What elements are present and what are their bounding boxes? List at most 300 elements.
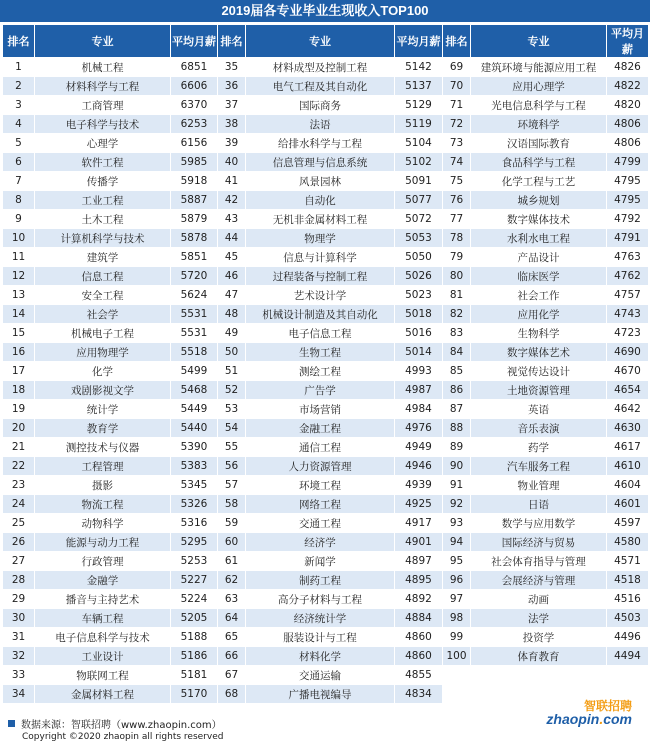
salary-cell: 4763 — [607, 248, 649, 267]
table-row — [3, 552, 649, 571]
table-row — [3, 267, 649, 286]
rank-cell: 78 — [443, 229, 471, 248]
major-cell: 会展经济与管理 — [471, 571, 607, 590]
major-cell: 生物科学 — [471, 324, 607, 343]
salary-cell: 4946 — [395, 457, 443, 476]
salary-cell: 5170 — [171, 685, 218, 704]
major-cell: 城乡规划 — [471, 191, 607, 210]
salary-cell: 4503 — [607, 609, 649, 628]
rank-cell: 9 — [3, 210, 35, 229]
rank-cell: 80 — [443, 267, 471, 286]
rank-cell: 34 — [3, 685, 35, 704]
rank-cell: 17 — [3, 362, 35, 381]
major-cell: 经济学 — [246, 533, 395, 552]
major-cell: 信息与计算科学 — [246, 248, 395, 267]
salary-cell: 4897 — [395, 552, 443, 571]
major-cell: 数学与应用数学 — [471, 514, 607, 533]
salary-cell: 4723 — [607, 324, 649, 343]
rank-cell: 69 — [443, 58, 471, 77]
header-major: 专业 — [246, 25, 395, 58]
rank-cell: 74 — [443, 153, 471, 172]
major-cell: 应用物理学 — [35, 343, 171, 362]
salary-cell: 4834 — [395, 685, 443, 704]
rank-cell: 70 — [443, 77, 471, 96]
major-cell: 社会学 — [35, 305, 171, 324]
salary-cell: 5091 — [395, 172, 443, 191]
data-source-text: 数据来源：智联招聘（www.zhaopin.com） — [21, 720, 222, 731]
salary-cell: 5878 — [171, 229, 218, 248]
salary-cell: 5720 — [171, 267, 218, 286]
major-cell: 行政管理 — [35, 552, 171, 571]
major-cell: 安全工程 — [35, 286, 171, 305]
rank-cell: 58 — [218, 495, 246, 514]
major-cell: 无机非金属材料工程 — [246, 210, 395, 229]
salary-cell: 4617 — [607, 438, 649, 457]
major-cell: 广告学 — [246, 381, 395, 400]
major-cell: 数字媒体艺术 — [471, 343, 607, 362]
table-row — [3, 533, 649, 552]
salary-cell: 4993 — [395, 362, 443, 381]
empty-cell — [443, 685, 471, 704]
rank-cell: 68 — [218, 685, 246, 704]
major-cell: 电子信息科学与技术 — [35, 628, 171, 647]
salary-cell: 5390 — [171, 438, 218, 457]
rank-cell: 88 — [443, 419, 471, 438]
header-salary: 平均月薪 — [171, 25, 218, 58]
salary-cell: 4518 — [607, 571, 649, 590]
copyright: Copyright ©2020 zhaopin all rights reserved — [22, 732, 224, 742]
salary-cell: 5102 — [395, 153, 443, 172]
salary-table — [2, 24, 649, 704]
table-row — [3, 419, 649, 438]
salary-cell: 4762 — [607, 267, 649, 286]
major-cell: 过程装备与控制工程 — [246, 267, 395, 286]
salary-cell: 6606 — [171, 77, 218, 96]
rank-cell: 84 — [443, 343, 471, 362]
major-cell: 材料科学与工程 — [35, 77, 171, 96]
salary-cell: 4826 — [607, 58, 649, 77]
rank-cell: 15 — [3, 324, 35, 343]
salary-cell: 5468 — [171, 381, 218, 400]
rank-cell: 99 — [443, 628, 471, 647]
logo-en-tld: com — [603, 711, 632, 727]
rank-cell: 25 — [3, 514, 35, 533]
rank-cell: 29 — [3, 590, 35, 609]
salary-cell: 4690 — [607, 343, 649, 362]
salary-cell: 4654 — [607, 381, 649, 400]
salary-cell: 5531 — [171, 324, 218, 343]
empty-cell — [607, 666, 649, 685]
rank-cell: 53 — [218, 400, 246, 419]
major-cell: 视觉传达设计 — [471, 362, 607, 381]
salary-cell: 4799 — [607, 153, 649, 172]
rank-cell: 37 — [218, 96, 246, 115]
rank-cell: 98 — [443, 609, 471, 628]
rank-cell: 21 — [3, 438, 35, 457]
major-cell: 物理学 — [246, 229, 395, 248]
salary-cell: 4822 — [607, 77, 649, 96]
empty-cell — [443, 666, 471, 685]
rank-cell: 66 — [218, 647, 246, 666]
salary-cell: 5053 — [395, 229, 443, 248]
salary-cell: 4806 — [607, 134, 649, 153]
rank-cell: 87 — [443, 400, 471, 419]
header-major: 专业 — [471, 25, 607, 58]
salary-cell: 4901 — [395, 533, 443, 552]
major-cell: 工程管理 — [35, 457, 171, 476]
salary-cell: 4610 — [607, 457, 649, 476]
rank-cell: 39 — [218, 134, 246, 153]
rank-cell: 59 — [218, 514, 246, 533]
major-cell: 给排水科学与工程 — [246, 134, 395, 153]
major-cell: 国际商务 — [246, 96, 395, 115]
salary-cell: 4743 — [607, 305, 649, 324]
rank-cell: 22 — [3, 457, 35, 476]
salary-cell: 5345 — [171, 476, 218, 495]
salary-cell: 4795 — [607, 191, 649, 210]
rank-cell: 92 — [443, 495, 471, 514]
salary-cell: 5072 — [395, 210, 443, 229]
major-cell: 体育教育 — [471, 647, 607, 666]
major-cell: 物业管理 — [471, 476, 607, 495]
table-row — [3, 609, 649, 628]
major-cell: 戏剧影视文学 — [35, 381, 171, 400]
table-row — [3, 400, 649, 419]
logo-en-dot: . — [599, 711, 604, 727]
salary-cell: 5253 — [171, 552, 218, 571]
major-cell: 服装设计与工程 — [246, 628, 395, 647]
salary-cell: 6253 — [171, 115, 218, 134]
major-cell: 市场营销 — [246, 400, 395, 419]
major-cell: 网络工程 — [246, 495, 395, 514]
salary-cell: 5227 — [171, 571, 218, 590]
rank-cell: 52 — [218, 381, 246, 400]
rank-cell: 44 — [218, 229, 246, 248]
rank-cell: 26 — [3, 533, 35, 552]
rank-cell: 72 — [443, 115, 471, 134]
major-cell: 机械电子工程 — [35, 324, 171, 343]
salary-cell: 5050 — [395, 248, 443, 267]
salary-cell: 4630 — [607, 419, 649, 438]
empty-cell — [471, 666, 607, 685]
salary-cell: 4791 — [607, 229, 649, 248]
table-row — [3, 571, 649, 590]
rank-cell: 81 — [443, 286, 471, 305]
rank-cell: 48 — [218, 305, 246, 324]
salary-cell: 4604 — [607, 476, 649, 495]
major-cell: 教育学 — [35, 419, 171, 438]
salary-cell: 4496 — [607, 628, 649, 647]
table-row — [3, 172, 649, 191]
major-cell: 工业工程 — [35, 191, 171, 210]
major-cell: 测控技术与仪器 — [35, 438, 171, 457]
major-cell: 国际经济与贸易 — [471, 533, 607, 552]
rank-cell: 57 — [218, 476, 246, 495]
rank-cell: 60 — [218, 533, 246, 552]
rank-cell: 28 — [3, 571, 35, 590]
salary-cell: 5316 — [171, 514, 218, 533]
salary-cell: 5205 — [171, 609, 218, 628]
rank-cell: 33 — [3, 666, 35, 685]
salary-cell: 4516 — [607, 590, 649, 609]
salary-cell: 5181 — [171, 666, 218, 685]
major-cell: 信息管理与信息系统 — [246, 153, 395, 172]
table-row — [3, 58, 649, 77]
logo-en — [546, 711, 632, 727]
major-cell: 生物工程 — [246, 343, 395, 362]
salary-cell: 5026 — [395, 267, 443, 286]
salary-cell: 4494 — [607, 647, 649, 666]
salary-cell: 4670 — [607, 362, 649, 381]
header-major: 专业 — [35, 25, 171, 58]
major-cell: 土地资源管理 — [471, 381, 607, 400]
rank-cell: 32 — [3, 647, 35, 666]
rank-cell: 65 — [218, 628, 246, 647]
salary-cell: 4917 — [395, 514, 443, 533]
table-row — [3, 590, 649, 609]
major-cell: 工商管理 — [35, 96, 171, 115]
rank-cell: 35 — [218, 58, 246, 77]
header-row — [3, 25, 649, 58]
salary-cell: 5104 — [395, 134, 443, 153]
logo-cn: 智联招聘 — [583, 699, 632, 713]
major-cell: 光电信息科学与工程 — [471, 96, 607, 115]
major-cell: 交通运输 — [246, 666, 395, 685]
rank-cell: 71 — [443, 96, 471, 115]
rank-cell: 94 — [443, 533, 471, 552]
major-cell: 产品设计 — [471, 248, 607, 267]
logo-en-main: zhaopin — [546, 711, 600, 727]
salary-cell: 5624 — [171, 286, 218, 305]
major-cell: 自动化 — [246, 191, 395, 210]
major-cell: 广播电视编导 — [246, 685, 395, 704]
rank-cell: 76 — [443, 191, 471, 210]
zhaopin-logo — [536, 697, 632, 737]
major-cell: 建筑学 — [35, 248, 171, 267]
salary-cell: 4580 — [607, 533, 649, 552]
rank-cell: 24 — [3, 495, 35, 514]
rank-cell: 23 — [3, 476, 35, 495]
major-cell: 食品科学与工程 — [471, 153, 607, 172]
table-row — [3, 134, 649, 153]
table-row — [3, 343, 649, 362]
major-cell: 药学 — [471, 438, 607, 457]
rank-cell: 75 — [443, 172, 471, 191]
major-cell: 电气工程及其自动化 — [246, 77, 395, 96]
major-cell: 化学工程与工艺 — [471, 172, 607, 191]
salary-cell: 5023 — [395, 286, 443, 305]
table-row — [3, 438, 649, 457]
major-cell: 电子科学与技术 — [35, 115, 171, 134]
rank-cell: 43 — [218, 210, 246, 229]
salary-cell: 4571 — [607, 552, 649, 571]
major-cell: 金融学 — [35, 571, 171, 590]
rank-cell: 100 — [443, 647, 471, 666]
rank-cell: 55 — [218, 438, 246, 457]
major-cell: 金属材料工程 — [35, 685, 171, 704]
table-row — [3, 77, 649, 96]
rank-cell: 62 — [218, 571, 246, 590]
major-cell: 信息工程 — [35, 267, 171, 286]
rank-cell: 50 — [218, 343, 246, 362]
table-row — [3, 248, 649, 267]
salary-cell: 5918 — [171, 172, 218, 191]
salary-cell: 5137 — [395, 77, 443, 96]
rank-cell: 18 — [3, 381, 35, 400]
salary-cell: 4892 — [395, 590, 443, 609]
header-salary: 平均月薪 — [395, 25, 443, 58]
table-row — [3, 115, 649, 134]
salary-cell: 4642 — [607, 400, 649, 419]
rank-cell: 77 — [443, 210, 471, 229]
major-cell: 水利水电工程 — [471, 229, 607, 248]
salary-cell: 4984 — [395, 400, 443, 419]
major-cell: 艺术设计学 — [246, 286, 395, 305]
salary-cell: 5499 — [171, 362, 218, 381]
salary-cell: 5014 — [395, 343, 443, 362]
major-cell: 金融工程 — [246, 419, 395, 438]
major-cell: 风景园林 — [246, 172, 395, 191]
salary-cell: 4757 — [607, 286, 649, 305]
rank-cell: 61 — [218, 552, 246, 571]
salary-cell: 5449 — [171, 400, 218, 419]
rank-cell: 83 — [443, 324, 471, 343]
major-cell: 材料化学 — [246, 647, 395, 666]
rank-cell: 6 — [3, 153, 35, 172]
rank-cell: 4 — [3, 115, 35, 134]
major-cell: 摄影 — [35, 476, 171, 495]
rank-cell: 97 — [443, 590, 471, 609]
major-cell: 工业设计 — [35, 647, 171, 666]
major-cell: 材料成型及控制工程 — [246, 58, 395, 77]
rank-cell: 90 — [443, 457, 471, 476]
major-cell: 经济统计学 — [246, 609, 395, 628]
salary-cell: 4795 — [607, 172, 649, 191]
rank-cell: 40 — [218, 153, 246, 172]
salary-cell: 6156 — [171, 134, 218, 153]
salary-cell: 4939 — [395, 476, 443, 495]
major-cell: 软件工程 — [35, 153, 171, 172]
table-row — [3, 514, 649, 533]
rank-cell: 47 — [218, 286, 246, 305]
major-cell: 能源与动力工程 — [35, 533, 171, 552]
rank-cell: 56 — [218, 457, 246, 476]
rank-cell: 79 — [443, 248, 471, 267]
major-cell: 社会工作 — [471, 286, 607, 305]
major-cell: 新闻学 — [246, 552, 395, 571]
major-cell: 建筑环境与能源应用工程 — [471, 58, 607, 77]
salary-cell: 5887 — [171, 191, 218, 210]
bullet-square-icon — [8, 720, 15, 727]
rank-cell: 95 — [443, 552, 471, 571]
salary-cell: 5016 — [395, 324, 443, 343]
major-cell: 物联网工程 — [35, 666, 171, 685]
salary-cell: 4895 — [395, 571, 443, 590]
major-cell: 音乐表演 — [471, 419, 607, 438]
salary-cell: 4860 — [395, 647, 443, 666]
major-cell: 通信工程 — [246, 438, 395, 457]
major-cell: 心理学 — [35, 134, 171, 153]
major-cell: 投资学 — [471, 628, 607, 647]
salary-cell: 5879 — [171, 210, 218, 229]
rank-cell: 10 — [3, 229, 35, 248]
table-row — [3, 381, 649, 400]
major-cell: 土木工程 — [35, 210, 171, 229]
major-cell: 汽车服务工程 — [471, 457, 607, 476]
table-row — [3, 362, 649, 381]
salary-cell: 5119 — [395, 115, 443, 134]
table-row — [3, 457, 649, 476]
major-cell: 社会体育指导与管理 — [471, 552, 607, 571]
salary-cell: 5851 — [171, 248, 218, 267]
salary-cell: 5142 — [395, 58, 443, 77]
header-rank: 排名 — [3, 25, 35, 58]
rank-cell: 20 — [3, 419, 35, 438]
rank-cell: 85 — [443, 362, 471, 381]
rank-cell: 27 — [3, 552, 35, 571]
salary-cell: 5186 — [171, 647, 218, 666]
salary-cell: 4855 — [395, 666, 443, 685]
salary-cell: 4860 — [395, 628, 443, 647]
salary-cell: 5018 — [395, 305, 443, 324]
salary-cell: 4949 — [395, 438, 443, 457]
table-row — [3, 324, 649, 343]
table-row — [3, 229, 649, 248]
salary-cell: 5383 — [171, 457, 218, 476]
rank-cell: 36 — [218, 77, 246, 96]
salary-cell: 4976 — [395, 419, 443, 438]
table-row — [3, 476, 649, 495]
rank-cell: 96 — [443, 571, 471, 590]
header-rank: 排名 — [443, 25, 471, 58]
major-cell: 计算机科学与技术 — [35, 229, 171, 248]
rank-cell: 86 — [443, 381, 471, 400]
salary-cell: 5531 — [171, 305, 218, 324]
rank-cell: 16 — [3, 343, 35, 362]
rank-cell: 89 — [443, 438, 471, 457]
salary-cell: 5224 — [171, 590, 218, 609]
rank-cell: 5 — [3, 134, 35, 153]
rank-cell: 82 — [443, 305, 471, 324]
major-cell: 英语 — [471, 400, 607, 419]
salary-cell: 4925 — [395, 495, 443, 514]
salary-cell: 5985 — [171, 153, 218, 172]
major-cell: 动画 — [471, 590, 607, 609]
table-row — [3, 647, 649, 666]
major-cell: 物流工程 — [35, 495, 171, 514]
salary-cell: 4601 — [607, 495, 649, 514]
salary-cell: 4884 — [395, 609, 443, 628]
table-row — [3, 191, 649, 210]
table-title: 2019届各专业毕业生现收入TOP100 — [0, 0, 650, 22]
table-body — [3, 58, 649, 704]
rank-cell: 54 — [218, 419, 246, 438]
salary-cell: 5188 — [171, 628, 218, 647]
major-cell: 应用心理学 — [471, 77, 607, 96]
major-cell: 机械工程 — [35, 58, 171, 77]
rank-cell: 51 — [218, 362, 246, 381]
rank-cell: 31 — [3, 628, 35, 647]
rank-cell: 42 — [218, 191, 246, 210]
rank-cell: 45 — [218, 248, 246, 267]
rank-cell: 64 — [218, 609, 246, 628]
major-cell: 环境工程 — [246, 476, 395, 495]
rank-cell: 14 — [3, 305, 35, 324]
major-cell: 化学 — [35, 362, 171, 381]
major-cell: 测绘工程 — [246, 362, 395, 381]
major-cell: 法语 — [246, 115, 395, 134]
rank-cell: 91 — [443, 476, 471, 495]
